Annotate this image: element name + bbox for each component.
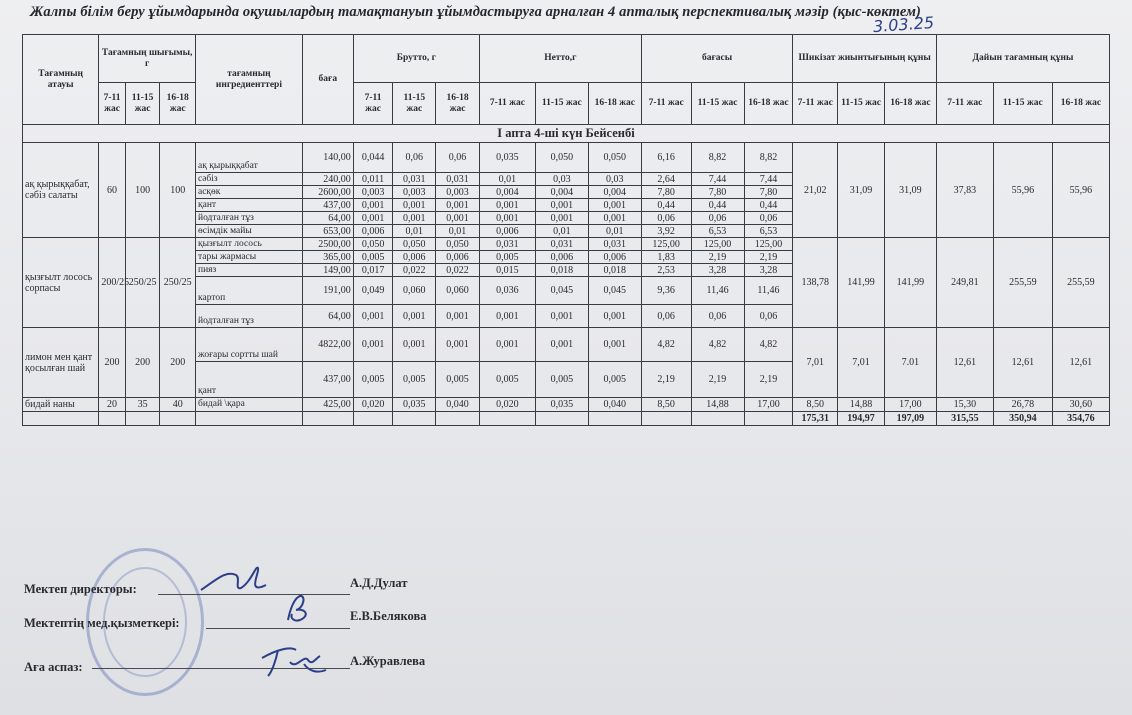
cost-value: 3,28 bbox=[744, 264, 793, 277]
cost-value: 0,44 bbox=[641, 199, 691, 212]
raw-cost-value: 14,88 bbox=[838, 398, 885, 412]
header-age-gross: 7-11 жас bbox=[353, 83, 393, 125]
cost-value: 8,82 bbox=[691, 143, 744, 173]
portion-7-11: 20 bbox=[99, 398, 125, 412]
net-value: 0,001 bbox=[479, 199, 535, 212]
menu-table bbox=[22, 34, 1110, 426]
ready-cost-value: 55,96 bbox=[1052, 143, 1109, 238]
ready-cost-value: 26,78 bbox=[993, 398, 1052, 412]
raw-cost-value: 8,50 bbox=[793, 398, 838, 412]
dish-name: лимон мен қант қосылған шай bbox=[23, 328, 99, 398]
cost-value: 0,06 bbox=[641, 212, 691, 225]
header-portion: Тағамның шығымы, г bbox=[99, 35, 196, 83]
empty-cell bbox=[479, 412, 535, 426]
ready-cost-value: 255,59 bbox=[993, 238, 1052, 328]
net-value: 0,01 bbox=[535, 225, 588, 238]
signature-name-chef: А.Журавлева bbox=[350, 654, 426, 668]
cost-value: 6,53 bbox=[691, 225, 744, 238]
net-value: 0,018 bbox=[588, 264, 641, 277]
ingredient-price: 240,00 bbox=[302, 173, 353, 186]
cost-value: 2,19 bbox=[744, 362, 793, 398]
header-age-portion: 7-11 жас bbox=[99, 83, 125, 125]
portion-16-18: 250/25 bbox=[160, 238, 196, 328]
cost-value: 2,64 bbox=[641, 173, 691, 186]
gross-value: 0,001 bbox=[436, 305, 480, 328]
cost-value: 2,19 bbox=[691, 251, 744, 264]
header-age-gross: 16-18 жас bbox=[436, 83, 480, 125]
cost-value: 7,80 bbox=[691, 186, 744, 199]
gross-value: 0,01 bbox=[393, 225, 436, 238]
gross-value: 0,011 bbox=[353, 173, 393, 186]
signature-role-chef: Аға аспаз: bbox=[24, 660, 83, 674]
cost-value: 3,28 bbox=[691, 264, 744, 277]
net-value: 0,001 bbox=[535, 328, 588, 362]
gross-value: 0,040 bbox=[436, 398, 480, 412]
header-age-gross: 11-15 жас bbox=[393, 83, 436, 125]
header-cost: бағасы bbox=[641, 35, 793, 83]
ready-cost-value: 15,30 bbox=[936, 398, 993, 412]
net-value: 0,040 bbox=[588, 398, 641, 412]
net-value: 0,005 bbox=[535, 362, 588, 398]
raw-cost-value: 17,00 bbox=[884, 398, 936, 412]
portion-11-15: 35 bbox=[125, 398, 160, 412]
gross-value: 0,060 bbox=[393, 277, 436, 305]
empty-cell bbox=[353, 412, 393, 426]
net-value: 0,006 bbox=[588, 251, 641, 264]
net-value: 0,005 bbox=[479, 362, 535, 398]
gross-value: 0,005 bbox=[393, 362, 436, 398]
header-age-raw: 16-18 жас bbox=[884, 83, 936, 125]
net-value: 0,03 bbox=[535, 173, 588, 186]
totals-row bbox=[23, 412, 1110, 426]
ingredient-price: 365,00 bbox=[302, 251, 353, 264]
gross-value: 0,035 bbox=[393, 398, 436, 412]
portion-7-11: 200 bbox=[99, 328, 125, 398]
gross-value: 0,020 bbox=[353, 398, 393, 412]
gross-value: 0,017 bbox=[353, 264, 393, 277]
signature-role-director: Мектеп директоры: bbox=[24, 582, 137, 596]
net-value: 0,001 bbox=[588, 328, 641, 362]
ingredient-name: йодталған тұз bbox=[196, 212, 303, 225]
cost-value: 2,19 bbox=[641, 362, 691, 398]
ingredient-name: қызғылт лосось bbox=[196, 238, 303, 251]
ready-cost-value: 12,61 bbox=[1052, 328, 1109, 398]
ingredient-price: 2600,00 bbox=[302, 186, 353, 199]
gross-value: 0,003 bbox=[436, 186, 480, 199]
net-value: 0,004 bbox=[535, 186, 588, 199]
table-row bbox=[23, 238, 1110, 251]
net-value: 0,006 bbox=[535, 251, 588, 264]
net-value: 0,03 bbox=[588, 173, 641, 186]
gross-value: 0,06 bbox=[436, 143, 480, 173]
cost-value: 7,80 bbox=[744, 186, 793, 199]
gross-value: 0,022 bbox=[393, 264, 436, 277]
ingredient-name: пияз bbox=[196, 264, 303, 277]
raw-cost-value: 7.01 bbox=[884, 328, 936, 398]
empty-cell bbox=[196, 412, 303, 426]
header-age-net: 16-18 жас bbox=[588, 83, 641, 125]
cost-value: 11,46 bbox=[744, 277, 793, 305]
gross-value: 0,006 bbox=[353, 225, 393, 238]
cost-value: 2,19 bbox=[744, 251, 793, 264]
header-net: Нетто,г bbox=[479, 35, 641, 83]
gross-value: 0,031 bbox=[436, 173, 480, 186]
signature-role-medical: Мектептің мед.қызметкері: bbox=[24, 616, 180, 630]
table-row bbox=[23, 143, 1110, 173]
header-dish-name: Тағамның атауы bbox=[23, 35, 99, 125]
net-value: 0,001 bbox=[535, 212, 588, 225]
header-ready-cost: Дайын тағамның құны bbox=[936, 35, 1109, 83]
empty-cell bbox=[302, 412, 353, 426]
ingredient-name: жоғары сортты шай bbox=[196, 328, 303, 362]
portion-16-18: 100 bbox=[160, 143, 196, 238]
ready-cost-value: 255,59 bbox=[1052, 238, 1109, 328]
cost-value: 1,83 bbox=[641, 251, 691, 264]
net-value: 0,001 bbox=[535, 305, 588, 328]
total-ready-cost: 354,76 bbox=[1052, 412, 1109, 426]
dish-name: бидай наны bbox=[23, 398, 99, 412]
gross-value: 0,001 bbox=[393, 328, 436, 362]
header-age-ready: 7-11 жас bbox=[936, 83, 993, 125]
gross-value: 0,031 bbox=[393, 173, 436, 186]
ready-cost-value: 249,81 bbox=[936, 238, 993, 328]
gross-value: 0,005 bbox=[353, 251, 393, 264]
cost-value: 8,50 bbox=[641, 398, 691, 412]
empty-cell bbox=[641, 412, 691, 426]
table-row bbox=[23, 328, 1110, 362]
cost-value: 0,06 bbox=[641, 305, 691, 328]
net-value: 0,036 bbox=[479, 277, 535, 305]
ingredient-price: 191,00 bbox=[302, 277, 353, 305]
empty-cell bbox=[99, 412, 125, 426]
cost-value: 0,06 bbox=[744, 305, 793, 328]
net-value: 0,001 bbox=[479, 305, 535, 328]
signature-name-medical: Е.В.Белякова bbox=[350, 609, 427, 623]
net-value: 0,035 bbox=[479, 143, 535, 173]
signature-name-director: А.Д.Дулат bbox=[350, 576, 408, 590]
cost-value: 6,53 bbox=[744, 225, 793, 238]
header-age-net: 7-11 жас bbox=[479, 83, 535, 125]
raw-cost-value: 7,01 bbox=[838, 328, 885, 398]
empty-cell bbox=[535, 412, 588, 426]
raw-cost-value: 31,09 bbox=[838, 143, 885, 238]
net-value: 0,01 bbox=[479, 173, 535, 186]
empty-cell bbox=[160, 412, 196, 426]
cost-value: 125,00 bbox=[691, 238, 744, 251]
gross-value: 0,001 bbox=[436, 199, 480, 212]
portion-11-15: 250/25 bbox=[125, 238, 160, 328]
gross-value: 0,044 bbox=[353, 143, 393, 173]
document-title: Жалпы білім беру ұйымдарында оқушылардың тамақтануып ұйымдастыруға арналған 4 апталық перспективалық мәзір (қыс-көктем) bbox=[30, 4, 921, 20]
net-value: 0,004 bbox=[588, 186, 641, 199]
ready-cost-value: 12,61 bbox=[993, 328, 1052, 398]
portion-11-15: 100 bbox=[125, 143, 160, 238]
ingredient-price: 4822,00 bbox=[302, 328, 353, 362]
net-value: 0,018 bbox=[535, 264, 588, 277]
table-row bbox=[23, 398, 1110, 412]
raw-cost-value: 141,99 bbox=[884, 238, 936, 328]
total-ready-cost: 350,94 bbox=[993, 412, 1052, 426]
header-age-ready: 16-18 жас bbox=[1052, 83, 1109, 125]
gross-value: 0,050 bbox=[436, 238, 480, 251]
ingredient-name: тары жармасы bbox=[196, 251, 303, 264]
raw-cost-value: 7,01 bbox=[793, 328, 838, 398]
cost-value: 0,44 bbox=[691, 199, 744, 212]
net-value: 0,005 bbox=[588, 362, 641, 398]
cost-value: 0,06 bbox=[691, 305, 744, 328]
header-age-cost: 11-15 жас bbox=[691, 83, 744, 125]
gross-value: 0,022 bbox=[436, 264, 480, 277]
ingredient-price: 2500,00 bbox=[302, 238, 353, 251]
gross-value: 0,001 bbox=[436, 212, 480, 225]
gross-value: 0,001 bbox=[393, 212, 436, 225]
portion-11-15: 200 bbox=[125, 328, 160, 398]
net-value: 0,015 bbox=[479, 264, 535, 277]
empty-cell bbox=[691, 412, 744, 426]
handwritten-signature-chef bbox=[256, 640, 336, 684]
net-value: 0,045 bbox=[588, 277, 641, 305]
gross-value: 0,006 bbox=[436, 251, 480, 264]
empty-cell bbox=[125, 412, 160, 426]
ingredient-name: өсімдік майы bbox=[196, 225, 303, 238]
cost-value: 6,16 bbox=[641, 143, 691, 173]
portion-7-11: 60 bbox=[99, 143, 125, 238]
gross-value: 0,001 bbox=[353, 212, 393, 225]
cost-value: 7,44 bbox=[691, 173, 744, 186]
ingredient-price: 64,00 bbox=[302, 305, 353, 328]
net-value: 0,001 bbox=[588, 305, 641, 328]
net-value: 0,001 bbox=[479, 328, 535, 362]
gross-value: 0,006 bbox=[393, 251, 436, 264]
net-value: 0,050 bbox=[588, 143, 641, 173]
ingredient-price: 149,00 bbox=[302, 264, 353, 277]
net-value: 0,01 bbox=[588, 225, 641, 238]
net-value: 0,020 bbox=[479, 398, 535, 412]
total-ready-cost: 315,55 bbox=[936, 412, 993, 426]
net-value: 0,001 bbox=[535, 199, 588, 212]
ingredient-price: 437,00 bbox=[302, 362, 353, 398]
net-value: 0,005 bbox=[479, 251, 535, 264]
ingredient-name: қант bbox=[196, 362, 303, 398]
gross-value: 0,001 bbox=[353, 305, 393, 328]
net-value: 0,031 bbox=[588, 238, 641, 251]
handwritten-signature-medical bbox=[278, 590, 318, 626]
net-value: 0,035 bbox=[535, 398, 588, 412]
header-age-raw: 11-15 жас bbox=[838, 83, 885, 125]
empty-cell bbox=[744, 412, 793, 426]
empty-cell bbox=[23, 412, 99, 426]
net-value: 0,001 bbox=[588, 212, 641, 225]
ready-cost-value: 55,96 bbox=[993, 143, 1052, 238]
gross-value: 0,001 bbox=[393, 305, 436, 328]
cost-value: 17,00 bbox=[744, 398, 793, 412]
empty-cell bbox=[588, 412, 641, 426]
header-age-net: 11-15 жас bbox=[535, 83, 588, 125]
ingredient-name: сәбіз bbox=[196, 173, 303, 186]
ingredient-name: қант bbox=[196, 199, 303, 212]
header-age-portion: 16-18 жас bbox=[160, 83, 196, 125]
signature-line bbox=[206, 628, 350, 629]
handwritten-signature-director bbox=[196, 560, 276, 600]
ready-cost-value: 30,60 bbox=[1052, 398, 1109, 412]
ingredient-name: йодталған тұз bbox=[196, 305, 303, 328]
raw-cost-value: 31,09 bbox=[884, 143, 936, 238]
cost-value: 125,00 bbox=[641, 238, 691, 251]
week-day-row bbox=[23, 125, 1110, 143]
cost-value: 8,82 bbox=[744, 143, 793, 173]
cost-value: 11,46 bbox=[691, 277, 744, 305]
total-raw-cost: 194,97 bbox=[838, 412, 885, 426]
cost-value: 125,00 bbox=[744, 238, 793, 251]
header-age-raw: 7-11 жас bbox=[793, 83, 838, 125]
portion-16-18: 40 bbox=[160, 398, 196, 412]
net-value: 0,001 bbox=[479, 212, 535, 225]
ingredient-name: ақ қырыққабат bbox=[196, 143, 303, 173]
header-price: баға bbox=[302, 35, 353, 125]
cost-value: 7,80 bbox=[641, 186, 691, 199]
net-value: 0,006 bbox=[479, 225, 535, 238]
ingredient-name: бидай \қара bbox=[196, 398, 303, 412]
header-age-cost: 16-18 жас bbox=[744, 83, 793, 125]
net-value: 0,004 bbox=[479, 186, 535, 199]
gross-value: 0,005 bbox=[353, 362, 393, 398]
empty-cell bbox=[393, 412, 436, 426]
cost-value: 0,06 bbox=[744, 212, 793, 225]
gross-value: 0,001 bbox=[353, 328, 393, 362]
net-value: 0,031 bbox=[479, 238, 535, 251]
gross-value: 0,01 bbox=[436, 225, 480, 238]
ingredient-price: 437,00 bbox=[302, 199, 353, 212]
portion-16-18: 200 bbox=[160, 328, 196, 398]
week-day-label: I апта 4-ші күн Бейсенбі bbox=[23, 125, 1110, 143]
ingredient-price: 653,00 bbox=[302, 225, 353, 238]
cost-value: 7,44 bbox=[744, 173, 793, 186]
ingredient-price: 140,00 bbox=[302, 143, 353, 173]
ingredient-name: картоп bbox=[196, 277, 303, 305]
ready-cost-value: 37,83 bbox=[936, 143, 993, 238]
header-raw-cost: Шикізат жиынтығының құны bbox=[793, 35, 936, 83]
cost-value: 0,44 bbox=[744, 199, 793, 212]
header-age-cost: 7-11 жас bbox=[641, 83, 691, 125]
cost-value: 14,88 bbox=[691, 398, 744, 412]
ingredient-name: асқөк bbox=[196, 186, 303, 199]
ingredient-price: 425,00 bbox=[302, 398, 353, 412]
dish-name: ақ қырыққабат, сәбіз салаты bbox=[23, 143, 99, 238]
cost-value: 4,82 bbox=[641, 328, 691, 362]
cost-value: 3,92 bbox=[641, 225, 691, 238]
cost-value: 2,19 bbox=[691, 362, 744, 398]
header-age-portion: 11-15 жас bbox=[125, 83, 160, 125]
ready-cost-value: 12,61 bbox=[936, 328, 993, 398]
portion-7-11: 200/25 bbox=[99, 238, 125, 328]
cost-value: 0,06 bbox=[691, 212, 744, 225]
net-value: 0,001 bbox=[588, 199, 641, 212]
ingredient-price: 64,00 bbox=[302, 212, 353, 225]
empty-cell bbox=[436, 412, 480, 426]
total-raw-cost: 197,09 bbox=[884, 412, 936, 426]
header-age-ready: 11-15 жас bbox=[993, 83, 1052, 125]
gross-value: 0,001 bbox=[436, 328, 480, 362]
gross-value: 0,001 bbox=[353, 199, 393, 212]
cost-value: 2,53 bbox=[641, 264, 691, 277]
gross-value: 0,001 bbox=[393, 199, 436, 212]
gross-value: 0,003 bbox=[393, 186, 436, 199]
gross-value: 0,003 bbox=[353, 186, 393, 199]
gross-value: 0,050 bbox=[393, 238, 436, 251]
gross-value: 0,06 bbox=[393, 143, 436, 173]
net-value: 0,050 bbox=[535, 143, 588, 173]
gross-value: 0,005 bbox=[436, 362, 480, 398]
gross-value: 0,050 bbox=[353, 238, 393, 251]
gross-value: 0,049 bbox=[353, 277, 393, 305]
header-gross: Брутто, г bbox=[353, 35, 479, 83]
total-raw-cost: 175,31 bbox=[793, 412, 838, 426]
net-value: 0,045 bbox=[535, 277, 588, 305]
cost-value: 4,82 bbox=[744, 328, 793, 362]
raw-cost-value: 21,02 bbox=[793, 143, 838, 238]
gross-value: 0,060 bbox=[436, 277, 480, 305]
menu-table-body bbox=[23, 35, 1110, 426]
net-value: 0,031 bbox=[535, 238, 588, 251]
cost-value: 9,36 bbox=[641, 277, 691, 305]
handwritten-date: 3.03.25 bbox=[872, 12, 935, 37]
header-ingredients: тағамның ингредиенттері bbox=[196, 35, 303, 125]
raw-cost-value: 141,99 bbox=[838, 238, 885, 328]
raw-cost-value: 138,78 bbox=[793, 238, 838, 328]
dish-name: қызғылт лосось сорпасы bbox=[23, 238, 99, 328]
cost-value: 4,82 bbox=[691, 328, 744, 362]
